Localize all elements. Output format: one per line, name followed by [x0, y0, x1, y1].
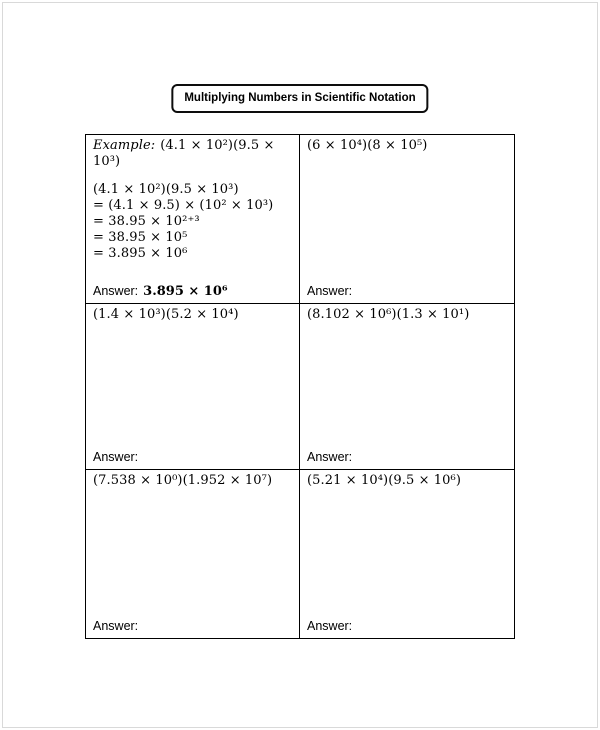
- cell-spacer: [93, 323, 293, 450]
- cell-spacer: [93, 489, 293, 619]
- answer-label: Answer:: [307, 284, 353, 298]
- spacer-line: [93, 170, 293, 182]
- example-header-line: [93, 138, 293, 170]
- example-step: = (4.1 × 9.5) × (10² × 10³): [93, 198, 274, 213]
- answer-row: [93, 450, 293, 465]
- example-label: Example:: [93, 138, 156, 153]
- example-step: = 3.895 × 10⁶: [93, 246, 188, 261]
- problem-expression: (7.538 × 10⁰)(1.952 × 10⁷): [93, 473, 273, 488]
- answer-row: [307, 450, 508, 465]
- problem-expression: (5.21 × 10⁴)(9.5 × 10⁶): [307, 473, 462, 488]
- example-answer-value: 3.895 × 10⁶: [143, 284, 228, 299]
- answer-label: Answer:: [307, 450, 353, 464]
- problem-expression: (1.4 × 10³)(5.2 × 10⁴): [93, 307, 239, 322]
- problem-cell-5: [300, 470, 514, 638]
- problem-cell-3: [300, 304, 514, 470]
- answer-label: Answer:: [307, 619, 353, 633]
- answer-row: [307, 619, 508, 634]
- title-box: [171, 84, 428, 113]
- example-step: (4.1 × 10²)(9.5 × 10³): [93, 182, 239, 197]
- problem-expression: (8.102 × 10⁶)(1.3 × 10¹): [307, 307, 470, 322]
- worksheet-title: Multiplying Numbers in Scientific Notation: [184, 92, 416, 104]
- example-problem: (4.1 × 10²)(9.5 × 10³): [93, 138, 275, 169]
- problem-cell-4: [86, 470, 300, 638]
- answer-row: [307, 284, 508, 299]
- problem-cell-1: [300, 135, 514, 304]
- cell-spacer: [93, 262, 293, 284]
- example-cell: [86, 135, 300, 304]
- problem-expression: (6 × 10⁴)(8 × 10⁵): [307, 138, 428, 153]
- cell-spacer: [307, 489, 508, 619]
- problem-cell-2: [86, 304, 300, 470]
- answer-label: Answer:: [93, 450, 139, 464]
- cell-spacer: [307, 154, 508, 284]
- worksheet-page: [2, 2, 598, 728]
- cell-spacer: [307, 323, 508, 450]
- example-step: = 38.95 × 10⁵: [93, 230, 188, 245]
- problems-table: [85, 134, 515, 639]
- answer-label: Answer:: [93, 619, 139, 633]
- example-step: = 38.95 × 10²⁺³: [93, 214, 200, 229]
- answer-row: [93, 619, 293, 634]
- example-answer-row: [93, 284, 293, 299]
- answer-label: Answer:: [93, 284, 139, 298]
